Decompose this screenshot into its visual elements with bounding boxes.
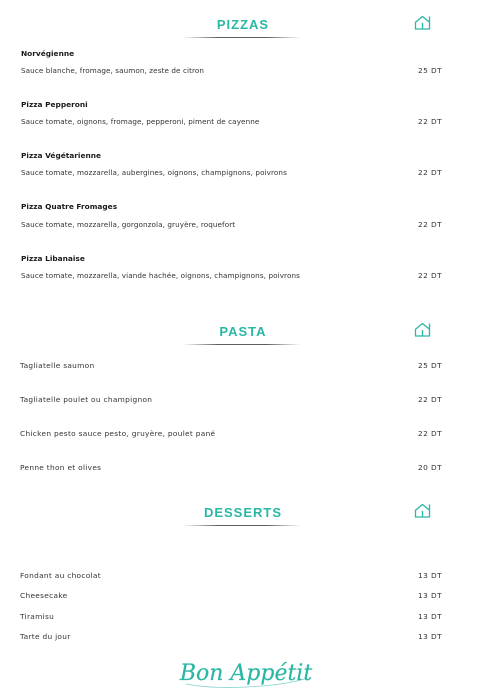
- menu-item-name: Tiramisu: [20, 612, 55, 621]
- section-title-pizzas: PIZZAS: [216, 17, 270, 32]
- menu-item-name: Chicken pesto sauce pesto, gruyère, poulet pané: [20, 429, 216, 438]
- menu-item-price: 22 DT: [418, 395, 442, 404]
- menu-item-description: Sauce tomate, mozzarella, viande hachée, oignons, champignons, poivrons: [21, 271, 300, 280]
- menu-item-price: 13 DT: [418, 612, 442, 621]
- menu-item-price: 22 DT: [418, 220, 442, 229]
- menu-item-name: Pizza Végétarienne: [21, 151, 101, 160]
- menu-item-price: 13 DT: [418, 571, 442, 580]
- section-divider: [183, 344, 301, 345]
- section-divider: [183, 37, 301, 38]
- menu-item-description: Sauce blanche, fromage, saumon, zeste de citron: [21, 66, 205, 75]
- menu-item-description: Sauce tomate, oignons, fromage, pepperoni, piment de cayenne: [21, 117, 260, 126]
- menu-item-name: Tarte du jour: [20, 632, 71, 641]
- menu-item-price: 13 DT: [418, 591, 442, 600]
- section-title-desserts: DESSERTS: [203, 505, 283, 520]
- menu-item-price: 22 DT: [418, 168, 442, 177]
- menu-item-price: 25 DT: [418, 361, 442, 370]
- section-divider: [183, 525, 301, 526]
- menu-item-name: Norvégienne: [21, 49, 75, 58]
- menu-item-name: Tagliatelle poulet ou champignon: [20, 395, 153, 404]
- menu-item-name: Tagliatelle saumon: [20, 361, 95, 370]
- menu-item-description: Sauce tomate, mozzarella, aubergines, oignons, champignons, poivrons: [21, 168, 287, 177]
- menu-item-price: 20 DT: [418, 463, 442, 472]
- signature-text: Bon Appétit: [179, 661, 313, 686]
- section-title-pasta: PASTA: [219, 324, 267, 339]
- menu-item-price: 22 DT: [418, 271, 442, 280]
- menu-item-price: 13 DT: [418, 632, 442, 641]
- bon-appetit-signature: [176, 648, 316, 694]
- menu-item-name: Cheesecake: [20, 591, 68, 600]
- menu-item-price: 22 DT: [418, 117, 442, 126]
- home-icon: [414, 322, 431, 337]
- home-icon: [414, 15, 431, 30]
- menu-item-name: Penne thon et olives: [20, 463, 102, 472]
- menu-item-name: Pizza Pepperoni: [21, 100, 88, 109]
- menu-item-name: Fondant au chocolat: [20, 571, 101, 580]
- menu-item-price: 25 DT: [418, 66, 442, 75]
- menu-item-price: 22 DT: [418, 429, 442, 438]
- menu-item-name: Pizza Quatre Fromages: [21, 202, 118, 211]
- menu-item-description: Sauce tomate, mozzarella, gorgonzola, gruyère, roquefort: [21, 220, 236, 229]
- menu-item-name: Pizza Libanaise: [21, 254, 85, 263]
- home-icon: [414, 503, 431, 518]
